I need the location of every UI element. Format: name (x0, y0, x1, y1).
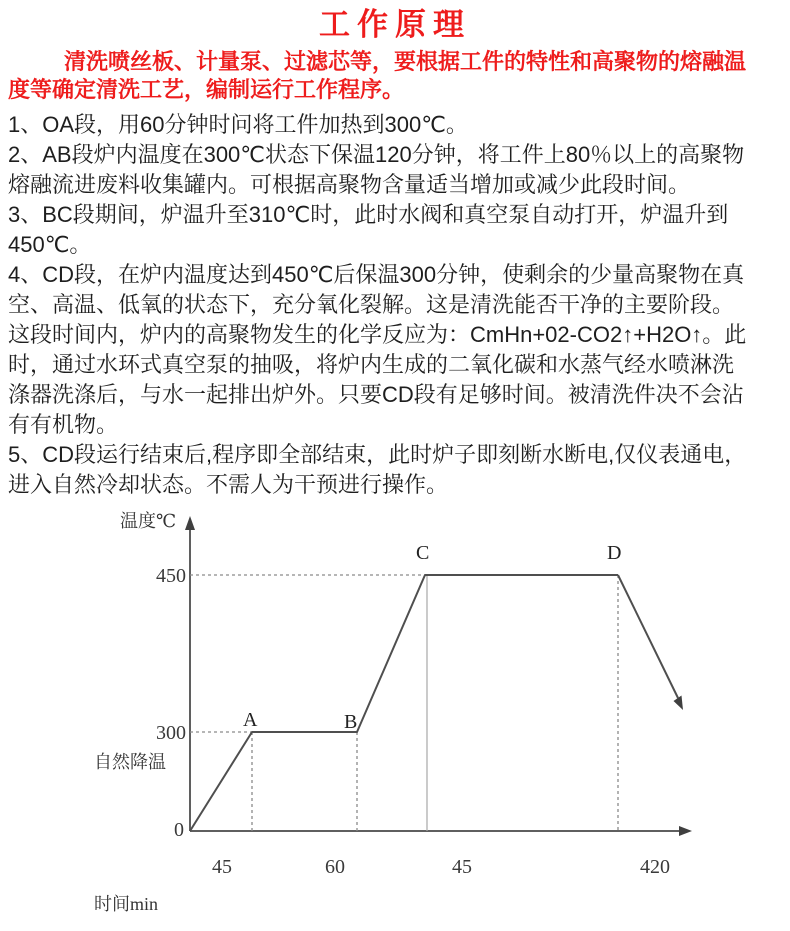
chart-svg (0, 504, 790, 926)
body-line: 涤器洗涤后，与水一起排出炉外。只要CD段有足够时间。被清洗件决不会沾 (8, 382, 744, 407)
point-label-C: C (416, 542, 430, 564)
y-axis-title: 温度℃ (120, 511, 177, 531)
body-line: 时，通过水环式真空泵的抽吸，将炉内生成的二氧化碳和水蒸气经水喷淋洗 (8, 352, 735, 377)
cooling-line (618, 575, 678, 698)
intro-line-1: 清洗喷丝板、计量泵、过滤芯等，要根据工件的特性和高聚物的熔融温 (64, 49, 747, 74)
steps-text (0, 110, 790, 500)
point-label-A: A (243, 709, 258, 731)
body-line: 空、高温、低氧的状态下，充分氧化裂解。这是清洗能否干净的主要阶段。 (8, 292, 735, 317)
point-label-D: D (607, 542, 622, 564)
body-line: 熔融流进废料收集罐内。可根据高聚物含量适当增加或减少此段时间。 (8, 172, 691, 197)
intro-line-2: 度等确定清洗工艺，编制运行工作程序。 (8, 77, 405, 102)
temperature-profile-chart (0, 504, 790, 926)
point-label-B: B (344, 711, 358, 733)
page-title: 工作原理 (319, 7, 471, 42)
xlabel-seg3: 45 (452, 856, 472, 878)
xlabel-seg2: 60 (325, 856, 345, 878)
body-line: 进入自然冷却状态。不需人为干预进行操作。 (8, 472, 449, 497)
body-line: 1、OA段，用60分钟时问将工件加热到300℃。 (8, 112, 468, 137)
ytick-0: 0 (174, 819, 184, 841)
x-axis-title: 时间min (94, 894, 159, 914)
xlabel-seg4: 420 (640, 856, 670, 878)
ytick-450: 450 (156, 565, 186, 587)
body-line: 3、BC段期间，炉温升至310℃时，此时水阀和真空泵自动打开，炉温升到 (8, 202, 729, 227)
body-line: 5、CD段运行结束后,程序即全部结束，此时炉子即刻断水断电,仅仪表通电， (8, 442, 747, 467)
body-line: 4、CD段，在炉内温度达到450℃后保温300分钟，使剩余的少量高聚物在真 (8, 262, 745, 287)
body-line: 2、AB段炉内温度在300℃状态下保温120分钟，将工件上80％以上的高聚物 (8, 142, 745, 167)
body-line: 这段时间内，炉内的高聚物发生的化学反应为：CmHn+02-CO2↑+H2O↑。此 (8, 322, 747, 347)
intro-paragraph (0, 48, 790, 104)
body-line: 有有机物。 (8, 412, 119, 437)
xlabel-seg1: 45 (212, 856, 232, 878)
temperature-line (190, 575, 618, 831)
y-axis-arrow-icon (185, 516, 195, 530)
document-page (0, 6, 790, 926)
cooling-note-label: 自然降温 (94, 752, 166, 772)
body-line: 450℃。 (8, 232, 92, 257)
x-axis-arrow-icon (679, 826, 692, 836)
ytick-300: 300 (156, 722, 186, 744)
